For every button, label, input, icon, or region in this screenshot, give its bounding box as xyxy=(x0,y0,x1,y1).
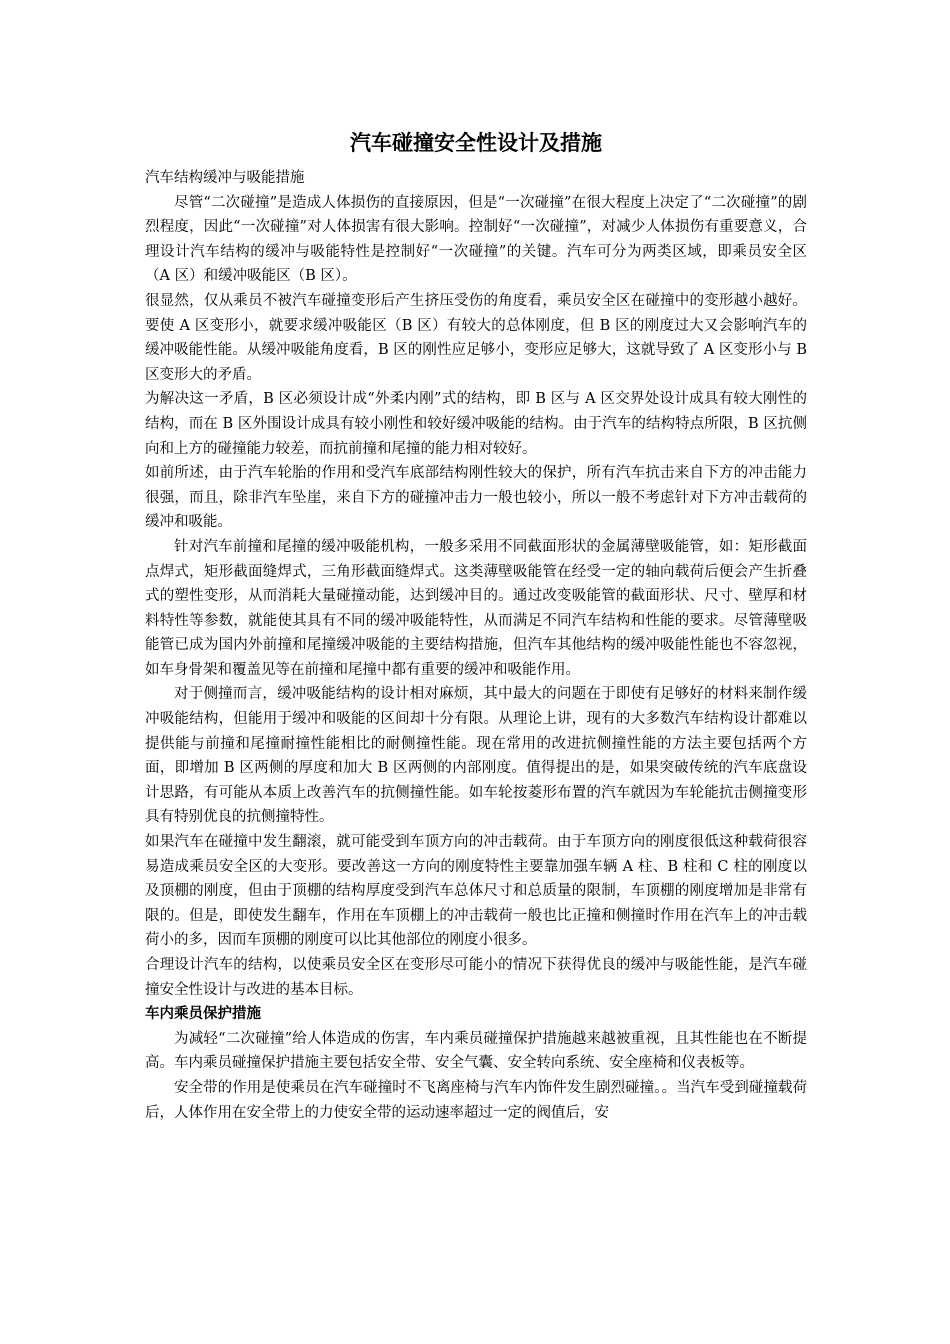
paragraph-5: 针对汽车前撞和尾撞的缓冲吸能机构，一般多采用不同截面形状的金属薄壁吸能管，如：矩形截面点焊式，矩形截面缝焊式，三角形截面缝焊式。这类薄壁吸能管在经受一定的轴向载荷后便会产生折叠式的塑性变形，从而消耗大量碰撞动能，达到缓冲目的。通过改变吸能管的截面形状、尺寸、壁厚和材料特性等参数，就能使其具有不同的缓冲吸能特性，从而满足不同汽车结构和性能的要求。尽管薄壁吸能管已成为国内外前撞和尾撞缓冲吸能的主要结构措施，但汽车其他结构的缓冲吸能性能也不容忽视，如车身骨架和覆盖见等在前撞和尾撞中都有重要的缓冲和吸能作用。 xyxy=(145,538,807,678)
paragraph-8: 合理设计汽车的结构，以使乘员安全区在变形尽可能小的情况下获得优良的缓冲与吸能性能，是汽车碰撞安全性设计与改进的基本目标。 xyxy=(145,957,807,998)
paragraph-1: 尽管“二次碰撞”是造成人体损伤的直接原因，但是“一次碰撞”在很大程度上决定了“二次碰撞”的剧烈程度，因此“一次碰撞”对人体损害有很大影响。控制好“一次碰撞”，对减少人体损伤有重要意义，合理设计汽车结构的缓冲与吸能特性是控制好“一次碰撞”的关键。汽车可分为两类区域，即乘员安全区（A 区）和缓冲吸能区（B 区）。 xyxy=(145,194,807,285)
paragraph-9: 为减轻“二次碰撞”给人体造成的伤害，车内乘员碰撞保护措施越来越被重视，且其性能也在不断提高。车内乘员碰撞保护措施主要包括安全带、安全气囊、安全转向系统、安全座椅和仪表板等。 xyxy=(145,1030,807,1072)
paragraph-7: 如果汽车在碰撞中发生翻滚，就可能受到车顶方向的冲击载荷。由于车顶方向的刚度很低这种载荷很容易造成乘员安全区的大变形。要改善这一方向的刚度特性主要靠加强车辆 A 柱、B 柱和 C 柱的刚度以及顶棚的刚度，但由于顶棚的结构厚度受到汽车总体尺寸和总质量的限制，车顶棚的刚度增加是非常有限的。但是，即使发生翻车，作用在车顶棚上的冲击载荷一般也比正撞和侧撞时作用在汽车上的冲击载荷小的多，因而车顶棚的刚度可以比其他部位的刚度小很多。 xyxy=(145,834,807,949)
paragraph-4: 如前所述，由于汽车轮胎的作用和受汽车底部结构刚性较大的保护，所有汽车抗击来自下方的冲击能力很强，而且，除非汽车坠崖，来自下方的碰撞冲击力一般也较小，所以一般不考虑针对下方冲击载荷的缓冲和吸能。 xyxy=(145,465,807,531)
section-heading-occupant: 车内乘员保护措施 xyxy=(145,1005,261,1023)
paragraph-3: 为解决这一矛盾，B 区必须设计成“外柔内刚”式的结构，即 B 区与 A 区交界处设计成具有较大刚性的结构，而在 B 区外围设计成具有较小刚性和较好缓冲吸能的结构。由于汽车的结构特点所限，B 区抗侧向和上方的碰撞能力较差，而抗前撞和尾撞的能力相对较好。 xyxy=(145,391,807,457)
paragraph-6: 对于侧撞而言，缓冲吸能结构的设计相对麻烦，其中最大的问题在于即使有足够好的材料来制作缓冲吸能结构，但能用于缓冲和吸能的区间却十分有限。从理论上讲，现有的大多数汽车结构设计都难以提供能与前撞和尾撞耐撞性能相比的耐侧撞性能。现在常用的改进抗侧撞性能的方法主要包括两个方面，即增加 B 区两侧的厚度和加大 B 区两侧的内部刚度。值得提出的是，如果突破传统的汽车底盘设计思路，有可能从本质上改善汽车的抗侧撞性能。如车轮按菱形布置的汽车就因为车轮能抗击侧撞变形具有特别优良的抗侧撞特性。 xyxy=(145,686,807,826)
section-heading-structure: 汽车结构缓冲与吸能措施 xyxy=(145,170,305,186)
document-title: 汽车碰撞安全性设计及措施 xyxy=(350,130,602,155)
document-page xyxy=(145,128,807,1125)
paragraph-10: 安全带的作用是使乘员在汽车碰撞时不飞离座椅与汽车内饰件发生剧烈碰撞。。当汽车受到碰撞载荷后，人体作用在安全带上的力使安全带的运动速率超过一定的阀值后，安 xyxy=(145,1079,807,1121)
paragraph-2: 很显然，仅从乘员不被汽车碰撞变形后产生挤压受伤的角度看，乘员安全区在碰撞中的变形越小越好。要使 A 区变形小，就要求缓冲吸能区（B 区）有较大的总体刚度，但 B 区的刚度过大又会影响汽车的缓冲吸能性能。从缓冲吸能角度看，B 区的刚性应足够小，变形应足够大，这就导致了 A 区变形小与 B 区变形大的矛盾。 xyxy=(145,292,807,383)
